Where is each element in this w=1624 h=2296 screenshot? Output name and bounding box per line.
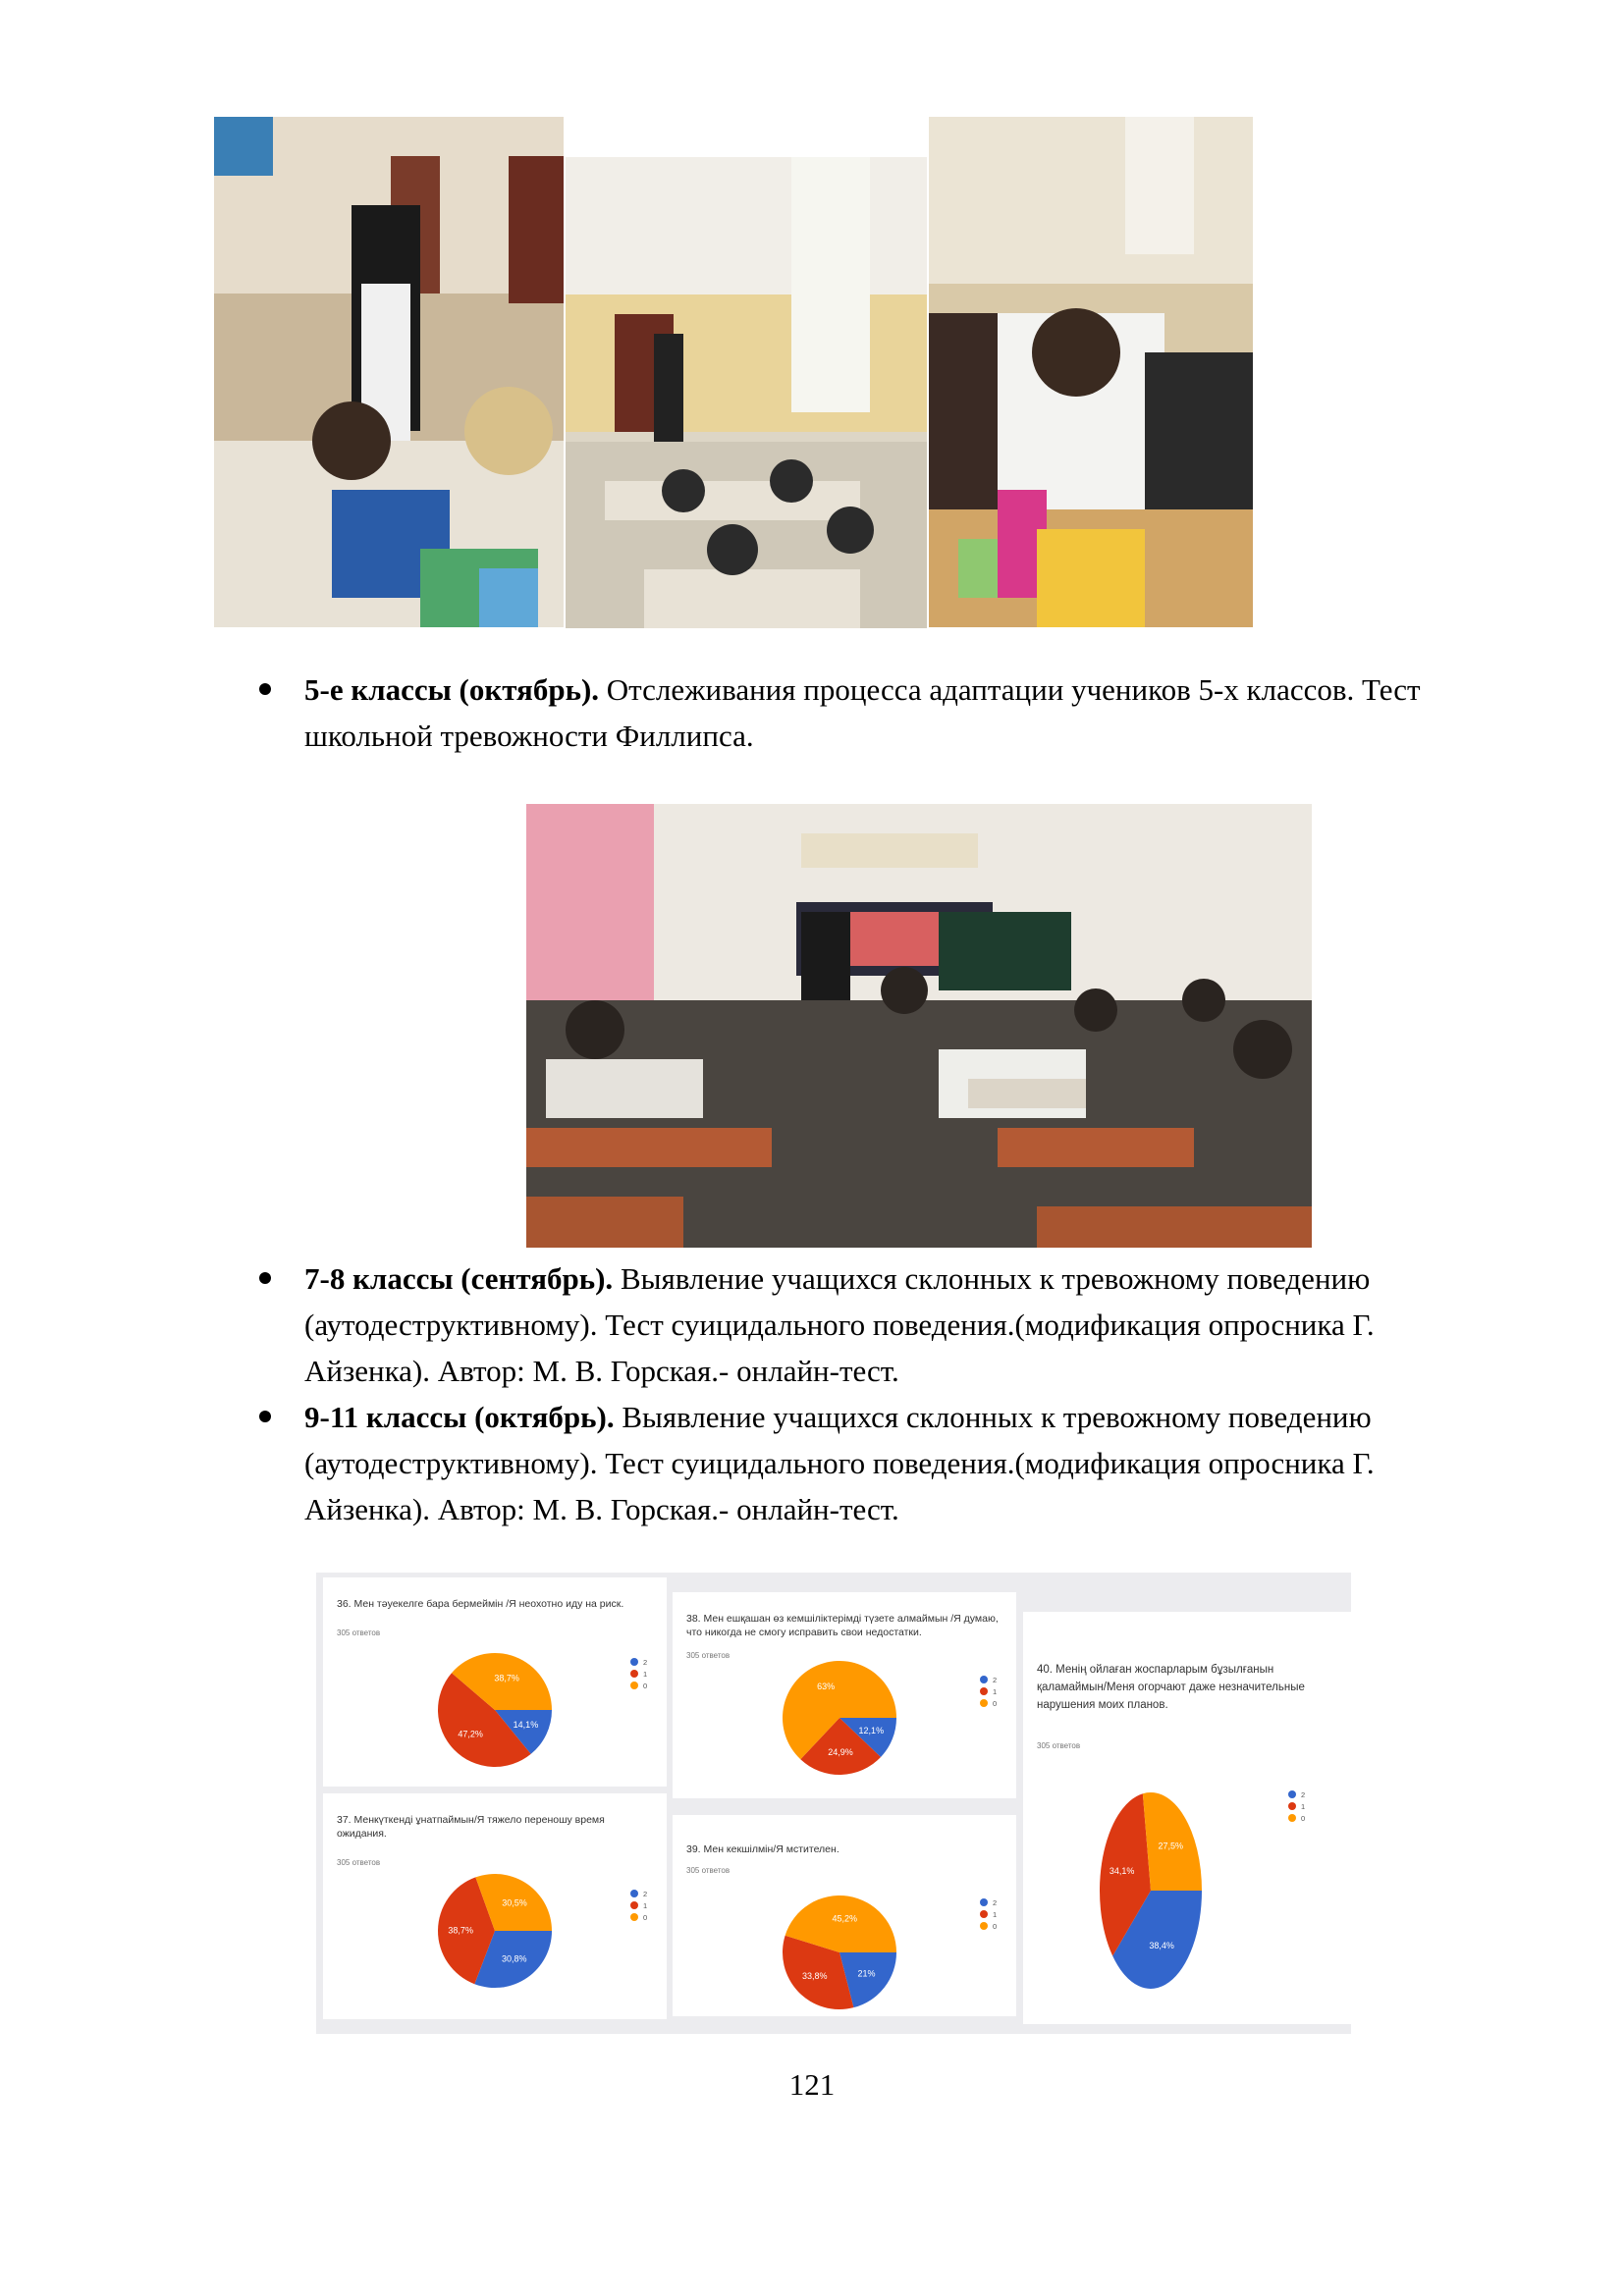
pie-chart (323, 1793, 667, 2019)
response-count: 305 ответов (686, 1651, 731, 1660)
survey-card-36 (323, 1577, 667, 1787)
pie-slice-label: 34,1% (1109, 1865, 1135, 1876)
legend-label: 2 (1301, 1790, 1306, 1799)
classroom-photo-2 (566, 157, 927, 628)
legend-swatch (1288, 1802, 1296, 1810)
legend-label: 0 (993, 1699, 998, 1708)
bullet-text: школьной тревожности Филлипса. (304, 719, 754, 753)
survey-card-39 (673, 1815, 1016, 2016)
legend-item (630, 1901, 647, 1910)
legend-swatch (630, 1901, 638, 1909)
legend-item (630, 1890, 647, 1898)
question-text: 36. Мен тәуекелге бара бермеймін /Я неохотно иду на риск. (337, 1598, 624, 1610)
pie-slice-label: 24,9% (828, 1746, 853, 1757)
legend-label: 1 (993, 1687, 998, 1696)
bullet-dot (259, 1272, 271, 1284)
bullet-text: Айзенка). Автор: М. В. Горская.- онлайн-тест. (304, 1492, 899, 1526)
pie-chart (673, 1815, 1016, 2016)
legend-label: 2 (993, 1898, 998, 1907)
bullet-item-grade7-8 (304, 1255, 1522, 1394)
bullet-item-grade5 (304, 667, 1522, 759)
response-count: 305 ответов (686, 1866, 731, 1875)
legend-item (980, 1898, 997, 1907)
pie-chart (323, 1577, 667, 1787)
legend-swatch (980, 1898, 988, 1906)
classroom-photo-4 (526, 804, 1312, 1248)
pie-slice-label: 27,5% (1158, 1841, 1184, 1851)
pie-slice-label: 33,8% (802, 1970, 828, 1981)
bullet-line-1 (304, 1255, 1522, 1302)
legend-swatch (630, 1670, 638, 1678)
legend-swatch (980, 1687, 988, 1695)
pie-slice-label: 38,7% (448, 1925, 473, 1936)
pie-slice-label: 38,4% (1149, 1941, 1174, 1951)
bullet-heading: 5-е классы (октябрь). (304, 672, 600, 707)
legend-label: 2 (643, 1658, 648, 1667)
legend-item (1288, 1802, 1305, 1811)
legend-label: 0 (1301, 1814, 1306, 1823)
legend-item (980, 1910, 997, 1919)
bullet-dot (259, 683, 271, 695)
legend-item (1288, 1790, 1305, 1799)
legend-label: 0 (643, 1913, 648, 1922)
bullet-text: Айзенка). Автор: М. В. Горская.- онлайн-тест. (304, 1354, 899, 1388)
question-text: 38. Мен ешқашан өз кемшіліктерімді түзете алмаймын /Я думаю, что никогда не смогу исправить свои недостатки. (686, 1613, 999, 1638)
legend-label: 1 (1301, 1802, 1306, 1811)
bullet-text: Выявление учащихся склонных к тревожному поведению (613, 1261, 1371, 1296)
bullet-text: Выявление учащихся склонных к тревожному поведению (614, 1400, 1372, 1434)
response-count: 305 ответов (337, 1858, 381, 1867)
bullet-text: (аутодеструктивному). Тест суицидального поведения.(модификация опросника Г. (304, 1446, 1375, 1480)
legend-swatch (630, 1682, 638, 1689)
survey-card-40 (1023, 1612, 1351, 2024)
pie-slice-label: 14,1% (513, 1719, 539, 1730)
legend-label: 1 (643, 1901, 648, 1910)
legend-label: 0 (643, 1682, 648, 1690)
legend-item (980, 1922, 997, 1931)
pie-slice-label: 30,8% (501, 1953, 527, 1964)
legend-item (980, 1687, 997, 1696)
pie-slice-label: 38,7% (494, 1673, 519, 1683)
legend-label: 0 (993, 1922, 998, 1931)
pie-slice-label: 45,2% (832, 1913, 857, 1924)
survey-card-38 (673, 1592, 1016, 1798)
legend-swatch (980, 1699, 988, 1707)
pie-slice-label: 21% (857, 1968, 876, 1979)
legend-swatch (1288, 1790, 1296, 1798)
question-text: 37. Менкүткенді ұнатпаймын/Я тяжело переношу время ожидания. (337, 1814, 605, 1840)
bullet-heading: 7-8 классы (сентябрь). (304, 1261, 614, 1296)
pie-slice-label: 12,1% (858, 1725, 885, 1735)
pie-chart (673, 1592, 1016, 1798)
bullet-item-grade9-11 (304, 1394, 1522, 1532)
legend-swatch (980, 1922, 988, 1930)
legend-item (1288, 1814, 1305, 1823)
bullet-dot (259, 1411, 271, 1422)
legend-item (630, 1670, 647, 1679)
legend-swatch (980, 1910, 988, 1918)
bullet-text: (аутодеструктивному). Тест суицидального поведения.(модификация опросника Г. (304, 1308, 1375, 1342)
legend-swatch (1288, 1814, 1296, 1822)
legend-label: 2 (643, 1890, 648, 1898)
legend-item (980, 1676, 997, 1684)
survey-card-37 (323, 1793, 667, 2019)
legend-item (980, 1699, 997, 1708)
legend-label: 1 (993, 1910, 998, 1919)
legend-swatch (630, 1658, 638, 1666)
legend-swatch (980, 1676, 988, 1683)
legend-item (630, 1658, 647, 1667)
bullet-heading: 9-11 классы (октябрь). (304, 1400, 615, 1434)
pie-slice-label: 30,5% (502, 1897, 527, 1908)
bullet-text: Отслеживания процесса адаптации учеников 5-х классов. Тест (599, 672, 1421, 707)
page-number: 121 (788, 2067, 836, 2102)
pie-slice-label: 47,2% (458, 1729, 483, 1739)
classroom-photo-3 (929, 117, 1253, 627)
legend-swatch (630, 1890, 638, 1897)
legend-label: 1 (643, 1670, 648, 1679)
legend-label: 2 (993, 1676, 998, 1684)
bullet-line-1 (304, 667, 1522, 713)
question-text: 39. Мен кекшілмін/Я мстителен. (686, 1843, 839, 1855)
response-count: 305 ответов (337, 1629, 381, 1637)
legend-swatch (630, 1913, 638, 1921)
response-count: 305 ответов (1037, 1741, 1081, 1750)
bullet-line-1 (304, 1394, 1522, 1440)
classroom-photo-1 (214, 117, 564, 627)
legend-item (630, 1913, 647, 1922)
question-text: 40. Менің ойлаған жоспарларым бұзылғанын қаламаймын/Меня огорчают даже незначительные нарушения моих планов. (1037, 1664, 1305, 1711)
pie-slice-label: 63% (817, 1682, 836, 1692)
legend-item (630, 1682, 647, 1690)
